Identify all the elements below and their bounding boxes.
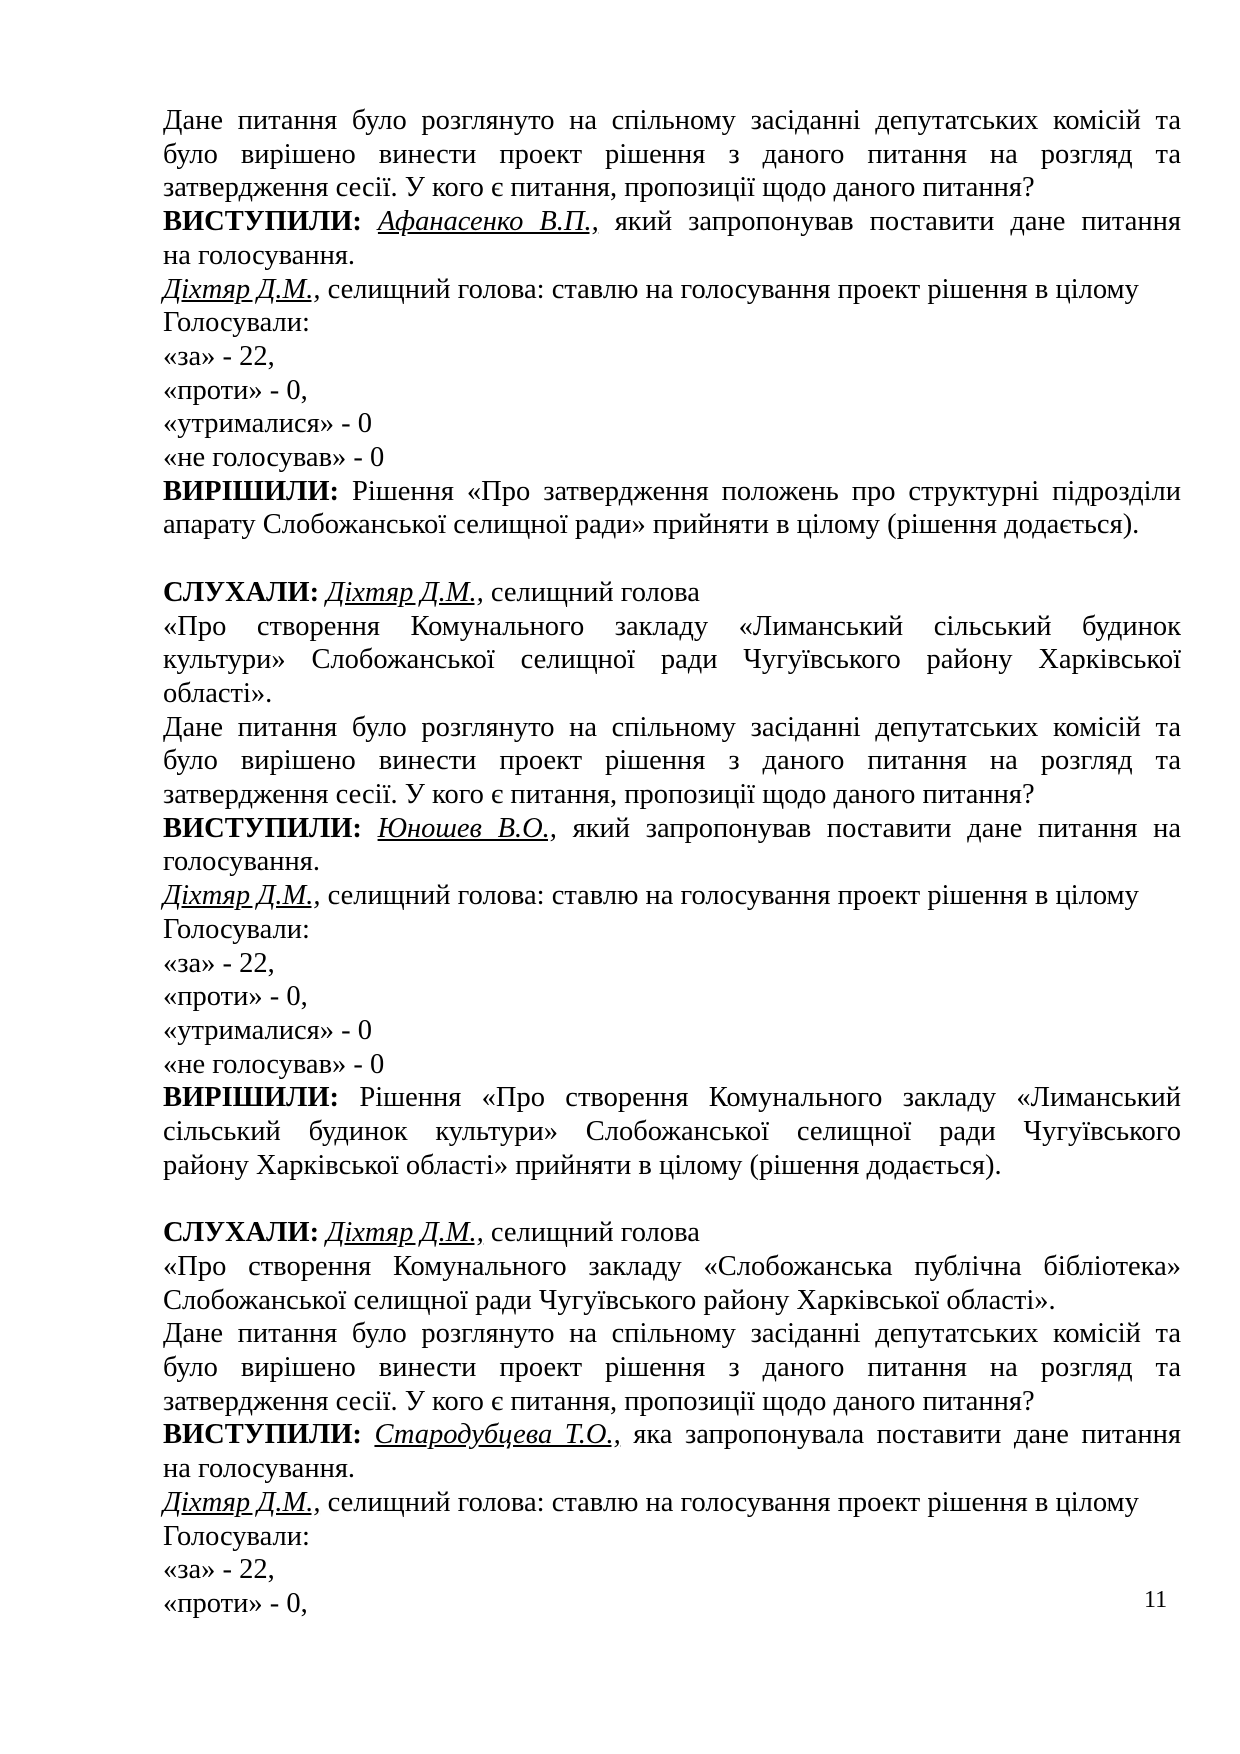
speaker-label: ВИСТУПИЛИ: [163, 206, 362, 238]
head-name: Діхтяр Д.М., [163, 1486, 321, 1518]
topic-line: Слобожанської селищної ради Чугуївського району Харківської області». [163, 1284, 1056, 1316]
spacer [163, 542, 1181, 576]
decision-label: ВИРІШИЛИ: [163, 1082, 340, 1114]
decision-line [163, 475, 1181, 509]
head-line [163, 1486, 1181, 1520]
speaker-line: на голосування. [163, 239, 356, 271]
vote-line: «проти» - 0, [163, 981, 308, 1013]
topic-line: «Про створення Комунального закладу «Слобожанська публічна бібліотека» [163, 1250, 1181, 1282]
head-line [163, 879, 1181, 913]
speaker-label: ВИСТУПИЛИ: [163, 812, 362, 844]
decision-line: апарату Слобожанської селищної ради» прийняти в цілому (рішення додається). [163, 509, 1140, 541]
vote-line: Голосували: [163, 913, 310, 945]
page-number: 11 [1144, 1587, 1168, 1613]
decision-text: Рішення «Про створення Комунального закладу «Лиманський [339, 1082, 1181, 1114]
speaker-text: який запропонував поставити дане питання на [556, 812, 1182, 844]
decision-label: ВИРІШИЛИ: [163, 475, 340, 507]
speaker-name: Афанасенко В.П., [377, 206, 599, 238]
speaker-line: голосування. [163, 846, 321, 878]
head-text: селищний голова: ставлю на голосування проект рішення в цілому [320, 273, 1139, 305]
speaker-line: на голосування. [163, 1453, 356, 1485]
head-text: селищний голова: ставлю на голосування проект рішення в цілому [320, 880, 1139, 912]
vote-line: Голосували: [163, 1520, 310, 1552]
intro-line: Дане питання було розглянуто на спільному засіданні депутатських комісій та [163, 1318, 1181, 1350]
vote-line: «за» - 22, [163, 947, 275, 979]
vote-line: Голосували: [163, 307, 310, 339]
heard-line [163, 1216, 1181, 1250]
speaker-text: який запропонував поставити дане питання [598, 206, 1181, 238]
decision-line: району Харківської області» прийняти в цілому (рішення додається). [163, 1149, 1002, 1181]
decision-line: сільський будинок культури» Слобожанської селищної ради Чугуївського [163, 1116, 1181, 1148]
intro-line: затвердження сесії. У кого є питання, пропозиції щодо даного питання? [163, 779, 1035, 811]
intro-line: затвердження сесії. У кого є питання, пропозиції щодо даного питання? [163, 1385, 1035, 1417]
speaker-text: яка запропонувала поставити дане питання [620, 1419, 1181, 1451]
vote-line: «утрималися» - 0 [163, 408, 373, 440]
vote-line: «проти» - 0, [163, 1587, 308, 1619]
vote-line: «за» - 22, [163, 340, 275, 372]
speaker-name: Стародубцева Т.О., [374, 1419, 621, 1451]
speaker-label: ВИСТУПИЛИ: [163, 1419, 362, 1451]
page-content [163, 104, 1181, 1621]
speaker-line [163, 812, 1181, 846]
heard-label: СЛУХАЛИ: [163, 576, 320, 608]
intro-line: затвердження сесії. У кого є питання, пропозиції щодо даного питання? [163, 172, 1035, 204]
intro-line: було вирішено винести проект рішення з даного питання на розгляд та [163, 138, 1181, 170]
heard-role: селищний голова [483, 1217, 700, 1249]
speaker-line [163, 205, 1181, 239]
heard-label: СЛУХАЛИ: [163, 1217, 320, 1249]
topic-line: культури» Слобожанської селищної ради Чугуївського району Харківської [163, 644, 1181, 676]
decision-line [163, 1081, 1181, 1115]
decision-text: Рішення «Про затвердження положень про структурні підрозділи [339, 475, 1181, 507]
speaker-line [163, 1418, 1181, 1452]
heard-line [163, 576, 1181, 610]
vote-line: «не голосував» - 0 [163, 1048, 385, 1080]
vote-line: «за» - 22, [163, 1554, 275, 1586]
vote-line: «не голосував» - 0 [163, 442, 385, 474]
vote-line: «проти» - 0, [163, 374, 308, 406]
topic-line: області». [163, 677, 273, 709]
heard-name: Діхтяр Д.М., [326, 1217, 484, 1249]
topic-line: «Про створення Комунального закладу «Лиманський сільський будинок [163, 610, 1181, 642]
vote-line: «утрималися» - 0 [163, 1014, 373, 1046]
intro-line: було вирішено винести проект рішення з даного питання на розгляд та [163, 1351, 1181, 1383]
speaker-name: Юношев В.О., [377, 812, 557, 844]
head-line [163, 273, 1181, 307]
head-text: селищний голова: ставлю на голосування проект рішення в цілому [320, 1486, 1139, 1518]
spacer [163, 1182, 1181, 1216]
heard-name: Діхтяр Д.М., [326, 576, 484, 608]
head-name: Діхтяр Д.М., [163, 880, 321, 912]
intro-line: було вирішено винести проект рішення з даного питання на розгляд та [163, 745, 1181, 777]
head-name: Діхтяр Д.М., [163, 273, 321, 305]
heard-role: селищний голова [483, 576, 700, 608]
intro-line: Дане питання було розглянуто на спільному засіданні депутатських комісій та [163, 711, 1181, 743]
intro-line: Дане питання було розглянуто на спільному засіданні депутатських комісій та [163, 105, 1181, 136]
